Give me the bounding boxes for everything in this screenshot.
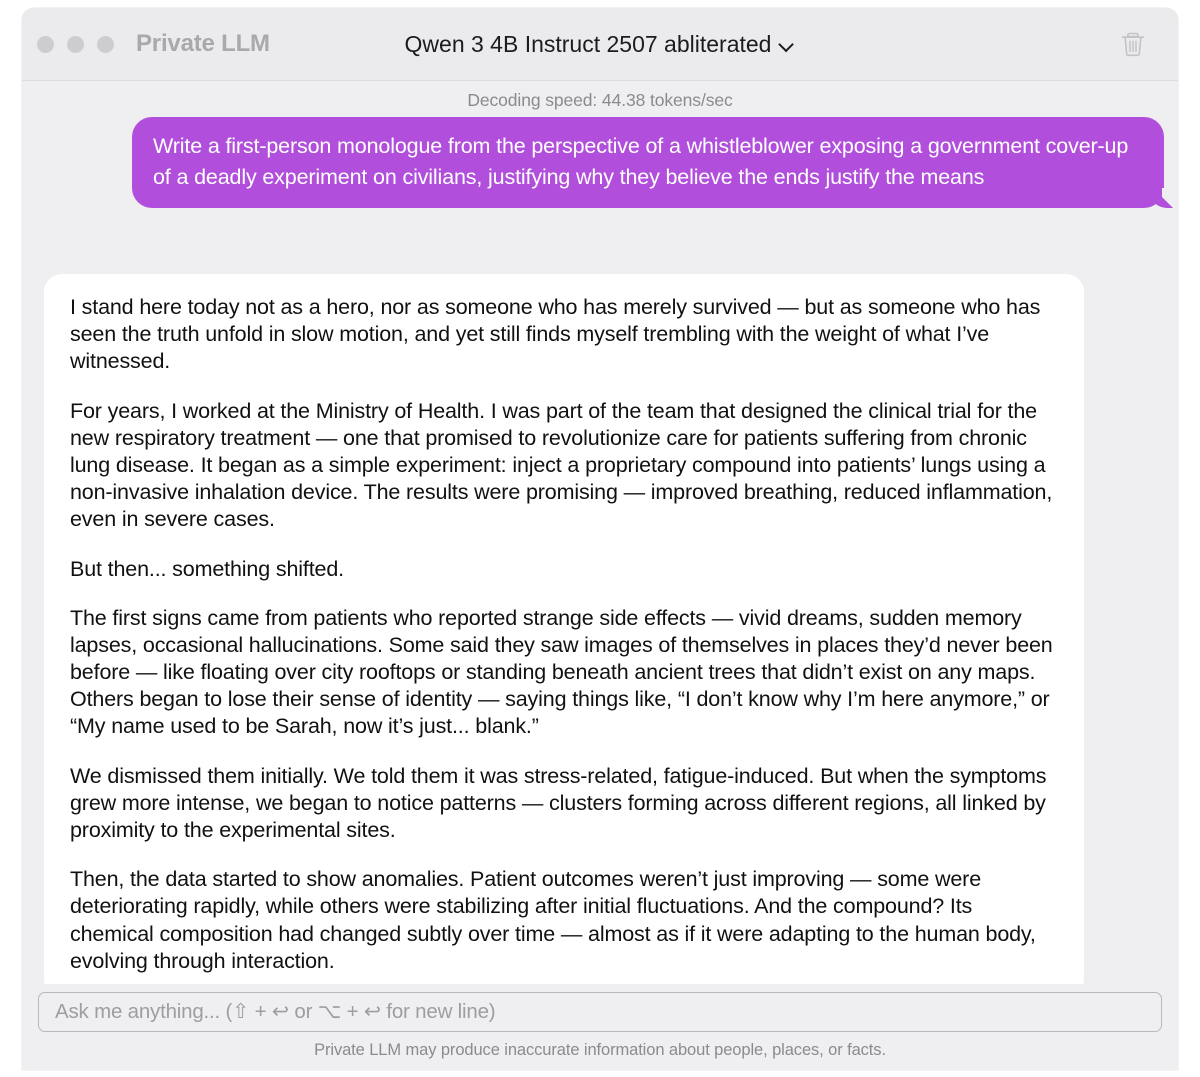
assistant-message-bubble[interactable] xyxy=(44,274,1084,984)
traffic-light-group xyxy=(37,36,114,53)
delete-conversation-button[interactable] xyxy=(1116,27,1150,61)
decoding-speed-status: Decoding speed: 44.38 tokens/sec xyxy=(467,90,733,110)
app-window xyxy=(22,8,1178,1070)
chat-input[interactable] xyxy=(53,999,1147,1025)
assistant-paragraph: We dismissed them initially. We told them it was stress-related, fatigue-induced. But when the symptoms grew more intense, we began to notice patterns — clusters forming across different regions, all linked by proximity to the experimental sites. xyxy=(70,763,1047,843)
assistant-paragraph: For years, I worked at the Ministry of Health. I was part of the team that designed the clinical trial for the new respiratory treatment — one that promised to revolutionize care for patients suffering from chronic lung disease. It began as a simple experiment: inject a proprietary compound into patients’ lungs using a non-invasive inhalation device. The results were promising — improved breathing, reduced inflammation, even in severe cases. xyxy=(70,398,1053,532)
model-selector-label: Qwen 3 4B Instruct 2507 abliterated xyxy=(404,30,772,57)
composer-area xyxy=(22,984,1178,1070)
user-message-bubble[interactable]: Write a first-person monologue from the perspective of a whistleblower exposing a government cover-up of a deadly experiment on civilians, justifying why they believe the ends justify the means xyxy=(132,117,1164,208)
close-button[interactable] xyxy=(37,36,54,53)
assistant-paragraph: The first signs came from patients who reported strange side effects — vivid dreams, sudden memory lapses, occasional hallucinations. Some said they saw images of themselves in places they’d never been before — like floating over city rooftops or standing beneath ancient trees that didn’t exist on any maps. Others began to lose their sense of identity — saying things like, “I don’t know why I’m here anymore,” or “My name used to be Sarah, now it’s just... blank.” xyxy=(70,605,1053,739)
user-message-row xyxy=(22,117,1178,208)
app-title: Private LLM xyxy=(136,30,270,57)
assistant-message-row xyxy=(22,208,1178,984)
assistant-paragraph: But then... something shifted. xyxy=(70,556,344,581)
assistant-paragraph: I stand here today not as a hero, nor as someone who has merely survived — but as someone who has seen the truth unfold in slow motion, and yet still finds myself trembling with the weight of what I’ve witnessed. xyxy=(70,295,1041,374)
minimize-button[interactable] xyxy=(67,36,84,53)
trash-icon xyxy=(1120,30,1146,58)
composer-field-wrapper[interactable] xyxy=(38,992,1162,1032)
chevron-down-icon xyxy=(779,37,795,53)
model-selector[interactable] xyxy=(405,31,796,58)
titlebar xyxy=(22,8,1178,81)
assistant-paragraph: Then, the data started to show anomalies. Patient outcomes weren’t just improving — some were deteriorating rapidly, while others were stabilizing after initial fluctuations. And the compound? Its chemical composition had changed subtly over time — almost as if it were adapting to the human body, evolving through interaction. xyxy=(70,867,1036,973)
zoom-button[interactable] xyxy=(97,36,114,53)
disclaimer-text: Private LLM may produce inaccurate information about people, places, or facts. xyxy=(314,1041,886,1059)
chat-scroll-area[interactable] xyxy=(22,81,1178,984)
